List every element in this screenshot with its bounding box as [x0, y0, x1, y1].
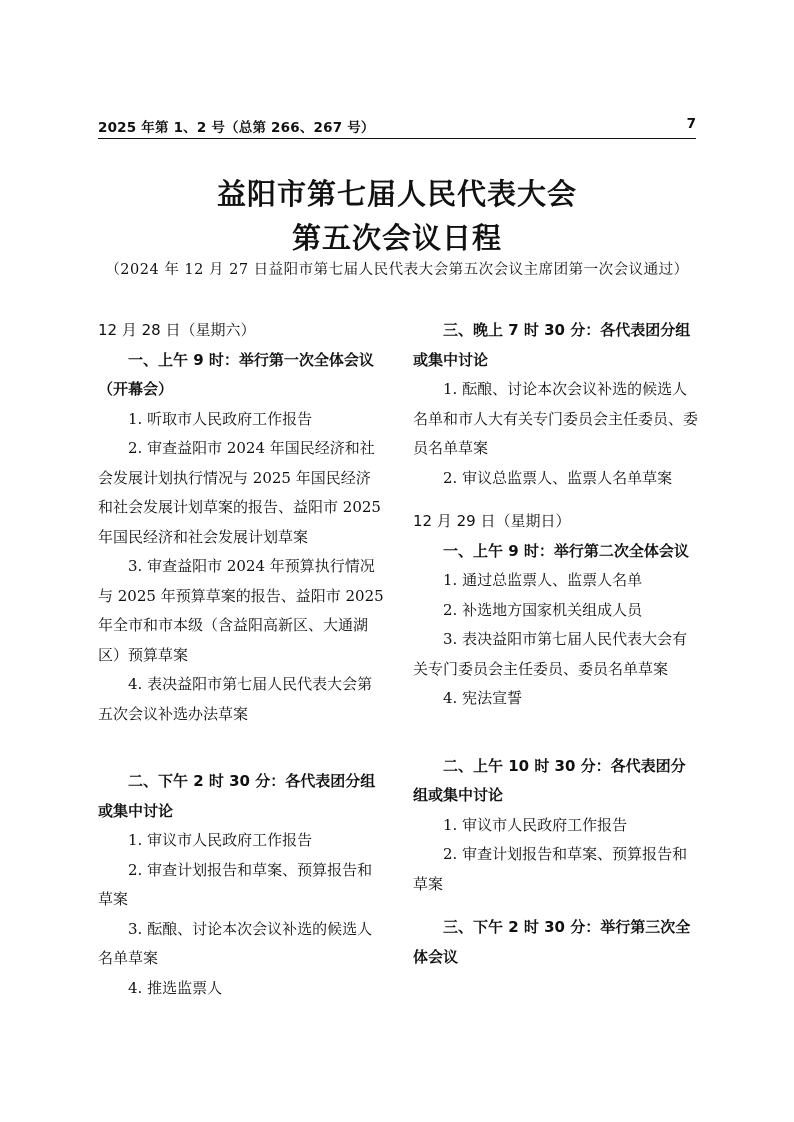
day1-section2-item: 3. 酝酿、讨论本次会议补选的候选人名单草案	[98, 919, 373, 967]
title-line-1: 益阳市第七届人民代表大会	[216, 177, 577, 211]
day2-section1-heading: 一、上午 9 时：举行第二次全体会议	[443, 541, 689, 560]
day1-section1-item: 3. 审查益阳市 2024 年预算执行情况与 2025 年预算草案的报告、益阳市 2025 年全市和市本级（含益阳高新区、大通湖区）预算草案	[98, 557, 384, 664]
day1-date: 12 月 28 日（星期六）	[98, 321, 256, 339]
day1-section3-heading: 三、晚上 7 时 30 分：各代表团分组或集中讨论	[413, 321, 691, 369]
day1-section1-item: 1. 听取市人民政府工作报告	[128, 409, 313, 428]
day2-section2-heading: 二、上午 10 时 30 分：各代表团分组或集中讨论	[413, 756, 686, 804]
document-title	[0, 172, 794, 260]
day2-section1-item: 4. 宪法宣誓	[443, 689, 523, 707]
day2-section1-item: 1. 通过总监票人、监票人名单	[443, 571, 643, 589]
day1-section3-item: 1. 酝酿、讨论本次会议补选的候选人名单和市人大有关专门委员会主任委员、委员名单草案	[413, 380, 699, 457]
day1-section1-heading: 一、上午 9 时：举行第一次全体会议（开幕会）	[98, 350, 374, 398]
day2-section2-item: 1. 审议市人民政府工作报告	[443, 815, 628, 834]
page-header	[98, 114, 696, 139]
day2-section2-item: 2. 审查计划报告和草案、预算报告和草案	[413, 845, 688, 893]
day2-date: 12 月 29 日（星期日）	[413, 512, 571, 530]
left-column	[98, 316, 384, 1003]
day1-section2-item: 1. 审议市人民政府工作报告	[128, 831, 313, 849]
day1-section2-item: 2. 审查计划报告和草案、预算报告和草案	[98, 860, 373, 908]
title-line-2: 第五次会议日程	[291, 221, 502, 255]
day2-section1-item: 2. 补选地方国家机关组成人员	[443, 600, 643, 619]
day1-section3-item: 2. 审议总监票人、监票人名单草案	[443, 468, 673, 487]
right-column	[413, 316, 699, 972]
day1-section2-item: 4. 推选监票人	[128, 978, 223, 997]
document-subtitle: （2024 年 12 月 27 日益阳市第七届人民代表大会第五次会议主席团第一次会议通过）	[105, 262, 689, 278]
day2-section3-heading: 三、下午 2 时 30 分：举行第三次全体会议	[413, 918, 691, 966]
issue-label: 2025 年第 1、2 号（总第 266、267 号）	[98, 120, 375, 136]
day1-section1-item: 2. 审查益阳市 2024 年国民经济和社会发展计划执行情况与 2025 年国民经济和社会发展计划草案的报告、益阳市 2025 年国民经济和社会发展计划草案	[98, 439, 381, 546]
page-number: 7	[686, 116, 696, 132]
day1-section2-heading: 二、下午 2 时 30 分：各代表团分组或集中讨论	[98, 772, 376, 820]
day1-section1-item: 4. 表决益阳市第七届人民代表大会第五次会议补选办法草案	[98, 675, 373, 723]
day2-section1-item: 3. 表决益阳市第七届人民代表大会有关专门委员会主任委员、委员名单草案	[413, 630, 688, 678]
